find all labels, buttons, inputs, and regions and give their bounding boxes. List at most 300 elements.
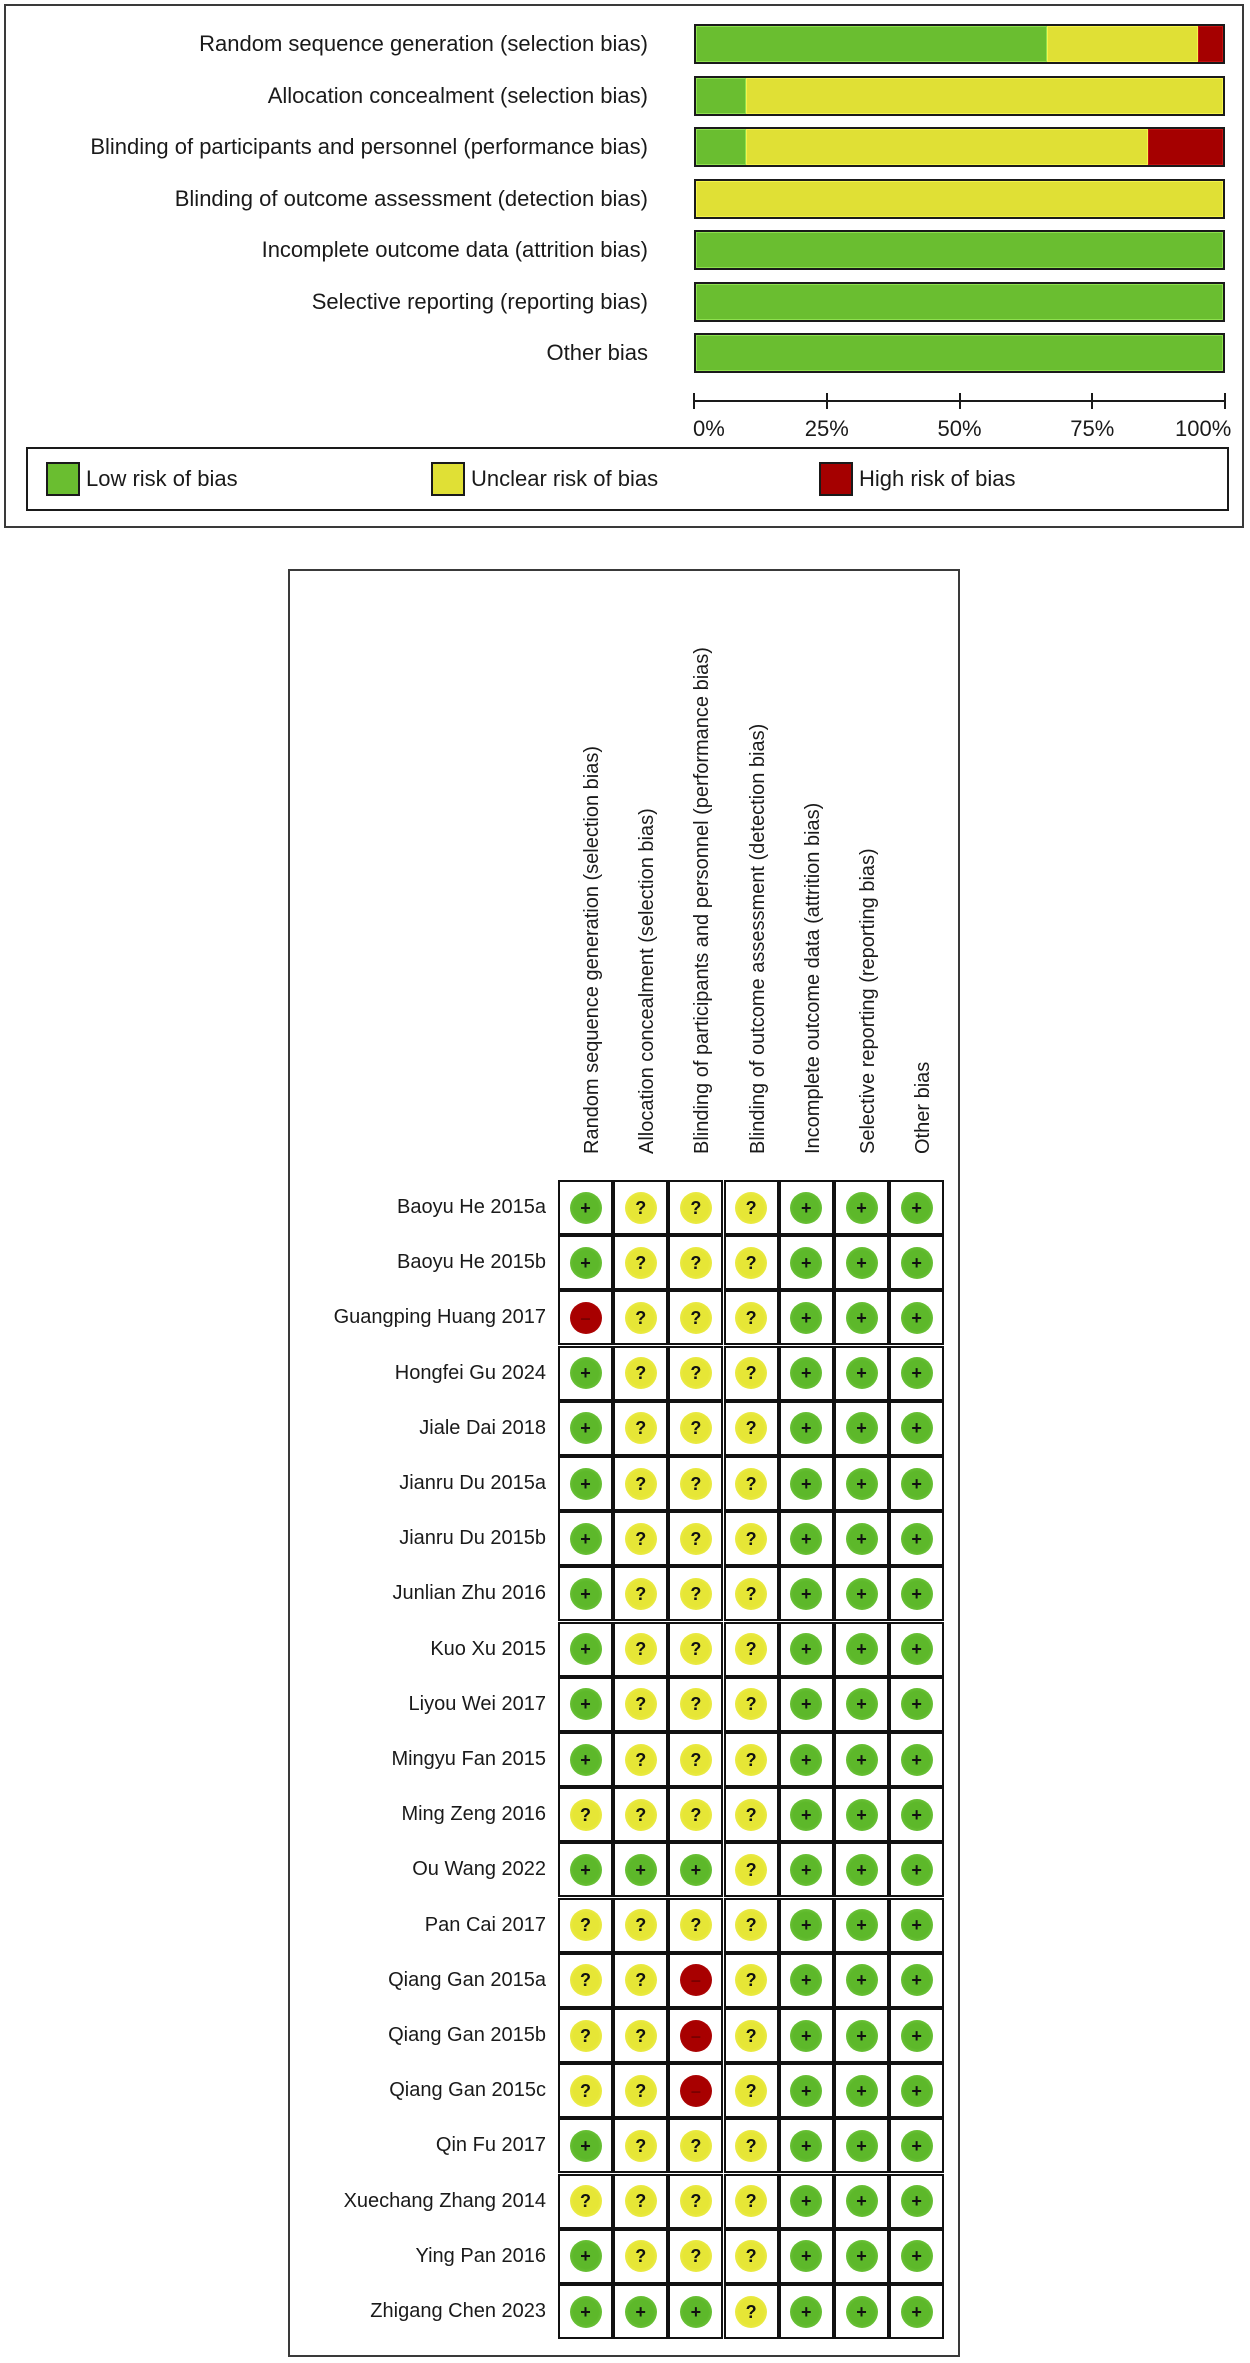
column-header-label: Random sequence generation (selection bias) bbox=[581, 745, 603, 1154]
rating-cell bbox=[889, 2229, 944, 2284]
x-tick bbox=[1091, 393, 1093, 409]
rating-cell bbox=[558, 1346, 613, 1401]
x-tick-label: 100% bbox=[1175, 416, 1232, 441]
question-circle-icon: ? bbox=[570, 2185, 602, 2217]
rating-cell bbox=[724, 1953, 779, 2008]
bar-label: Random sequence generation (selection bias) bbox=[199, 31, 648, 56]
question-circle-icon: ? bbox=[735, 2075, 767, 2107]
question-circle-icon: ? bbox=[680, 1357, 712, 1389]
plus-circle-icon: + bbox=[790, 1302, 822, 1334]
rating-cell bbox=[668, 2229, 723, 2284]
rating-cell bbox=[724, 1622, 779, 1677]
question-circle-icon: ? bbox=[625, 2130, 657, 2162]
plus-circle-icon: + bbox=[790, 1468, 822, 1500]
x-tick bbox=[826, 393, 828, 409]
question-circle-icon: ? bbox=[625, 1247, 657, 1279]
plus-circle-icon: + bbox=[570, 2296, 602, 2328]
rating-cell bbox=[724, 2008, 779, 2063]
bar-label: Blinding of participants and personnel (performance bias) bbox=[90, 134, 648, 159]
rating-cell bbox=[613, 1456, 668, 1511]
question-circle-icon: ? bbox=[735, 1578, 767, 1610]
question-circle-icon: ? bbox=[735, 1744, 767, 1776]
plus-circle-icon: + bbox=[846, 1633, 878, 1665]
rating-cell bbox=[558, 1677, 613, 1732]
bar-segment-low bbox=[696, 335, 1223, 371]
study-label: Qiang Gan 2015b bbox=[388, 2024, 546, 2046]
question-circle-icon: ? bbox=[570, 1909, 602, 1941]
rating-cell bbox=[834, 2008, 889, 2063]
question-circle-icon: ? bbox=[570, 1799, 602, 1831]
rating-cell bbox=[724, 2174, 779, 2229]
study-label: Jianru Du 2015a bbox=[399, 1472, 546, 1494]
question-circle-icon: ? bbox=[625, 2075, 657, 2107]
plus-circle-icon: + bbox=[680, 2296, 712, 2328]
column-header bbox=[779, 571, 834, 1166]
question-circle-icon: ? bbox=[625, 1412, 657, 1444]
question-circle-icon: ? bbox=[625, 1688, 657, 1720]
study-label: Qin Fu 2017 bbox=[435, 2134, 546, 2157]
rating-cell bbox=[889, 1953, 944, 2008]
plus-circle-icon: + bbox=[790, 2075, 822, 2107]
bar-segment-low bbox=[696, 129, 746, 165]
study-label: Guangping Huang 2017 bbox=[333, 1306, 546, 1329]
rating-cell bbox=[834, 1401, 889, 1456]
plus-circle-icon: + bbox=[846, 1578, 878, 1610]
bar-segment-low bbox=[696, 232, 1223, 268]
column-header bbox=[889, 571, 944, 1166]
rating-cell bbox=[779, 2229, 834, 2284]
minus-circle-icon: – bbox=[680, 2075, 712, 2107]
plus-circle-icon: + bbox=[901, 1964, 933, 1996]
bar-label: Other bias bbox=[546, 340, 648, 365]
plus-circle-icon: + bbox=[790, 1744, 822, 1776]
study-label: Zhigang Chen 2023 bbox=[370, 2300, 546, 2322]
study-label: Xuechang Zhang 2014 bbox=[343, 2189, 546, 2212]
plus-circle-icon: + bbox=[790, 1357, 822, 1389]
plus-circle-icon: + bbox=[790, 1523, 822, 1555]
rating-cell bbox=[613, 2063, 668, 2118]
rating-cell bbox=[834, 2229, 889, 2284]
plus-circle-icon: + bbox=[790, 1412, 822, 1444]
question-circle-icon: ? bbox=[680, 1578, 712, 1610]
rating-cell bbox=[724, 1180, 779, 1235]
rating-cell bbox=[558, 1953, 613, 2008]
rating-cell bbox=[889, 1346, 944, 1401]
rating-cell bbox=[834, 1456, 889, 1511]
rating-cell bbox=[724, 1787, 779, 1842]
question-circle-icon: ? bbox=[735, 1247, 767, 1279]
question-circle-icon: ? bbox=[680, 1468, 712, 1500]
rating-cell bbox=[779, 2008, 834, 2063]
plus-circle-icon: + bbox=[846, 2185, 878, 2217]
rating-cell bbox=[779, 1898, 834, 1953]
question-circle-icon: ? bbox=[625, 1302, 657, 1334]
rating-cell bbox=[779, 1401, 834, 1456]
bar-label: Selective reporting (reporting bias) bbox=[311, 288, 648, 314]
question-circle-icon: ? bbox=[680, 1192, 712, 1224]
question-circle-icon: ? bbox=[625, 1909, 657, 1941]
rating-cell bbox=[779, 1566, 834, 1621]
rating-cell bbox=[889, 1677, 944, 1732]
rating-cell bbox=[613, 2008, 668, 2063]
rating-cell bbox=[668, 2284, 723, 2339]
rating-cell bbox=[889, 1511, 944, 1566]
column-header-label: Other bias bbox=[912, 1061, 935, 1154]
rating-cell bbox=[889, 1290, 944, 1345]
question-circle-icon: ? bbox=[735, 1688, 767, 1720]
study-label: Jianru Du 2015b bbox=[399, 1527, 546, 1550]
plus-circle-icon: + bbox=[570, 1633, 602, 1665]
rating-cell bbox=[724, 1401, 779, 1456]
rating-cell bbox=[834, 1290, 889, 1345]
question-circle-icon: ? bbox=[735, 1964, 767, 1996]
question-circle-icon: ? bbox=[735, 1192, 767, 1224]
question-circle-icon: ? bbox=[735, 2185, 767, 2217]
plus-circle-icon: + bbox=[846, 2240, 878, 2272]
question-circle-icon: ? bbox=[680, 1302, 712, 1334]
plus-circle-icon: + bbox=[846, 1412, 878, 1444]
x-tick-label: 0% bbox=[693, 416, 725, 441]
rating-cell bbox=[613, 1787, 668, 1842]
plus-circle-icon: + bbox=[790, 2240, 822, 2272]
plus-circle-icon: + bbox=[790, 1799, 822, 1831]
question-circle-icon: ? bbox=[680, 1744, 712, 1776]
study-label: Qiang Gan 2015c bbox=[389, 2079, 546, 2102]
question-circle-icon: ? bbox=[735, 1412, 767, 1444]
stacked-bar bbox=[694, 230, 1225, 270]
column-header-label: Selective reporting (reporting bias) bbox=[857, 848, 879, 1154]
plus-circle-icon: + bbox=[790, 1192, 822, 1224]
rating-cell bbox=[558, 2118, 613, 2173]
rating-cell bbox=[889, 2284, 944, 2339]
plus-circle-icon: + bbox=[901, 1523, 933, 1555]
rating-cell bbox=[724, 2284, 779, 2339]
rating-cell bbox=[613, 1401, 668, 1456]
plus-circle-icon: + bbox=[790, 1578, 822, 1610]
bar-segment-unclear bbox=[696, 181, 1223, 217]
rating-cell bbox=[834, 1953, 889, 2008]
rating-cell bbox=[779, 1180, 834, 1235]
plus-circle-icon: + bbox=[846, 1523, 878, 1555]
rating-cell bbox=[558, 2284, 613, 2339]
rating-cell bbox=[779, 1787, 834, 1842]
rating-cell bbox=[613, 1732, 668, 1787]
rating-cell bbox=[558, 1622, 613, 1677]
plus-circle-icon: + bbox=[790, 2296, 822, 2328]
stacked-bar bbox=[694, 282, 1225, 322]
question-circle-icon: ? bbox=[625, 2240, 657, 2272]
rating-cell bbox=[834, 1235, 889, 1290]
plus-circle-icon: + bbox=[790, 2130, 822, 2162]
question-circle-icon: ? bbox=[680, 1633, 712, 1665]
rating-cell bbox=[558, 1511, 613, 1566]
rating-cell bbox=[668, 1346, 723, 1401]
plus-circle-icon: + bbox=[570, 1688, 602, 1720]
plus-circle-icon: + bbox=[790, 1633, 822, 1665]
study-label: Baoyu He 2015b bbox=[396, 1251, 546, 1274]
question-circle-icon: ? bbox=[680, 2240, 712, 2272]
rating-cell bbox=[613, 2174, 668, 2229]
rating-cell bbox=[889, 2008, 944, 2063]
rating-cell bbox=[889, 1566, 944, 1621]
question-circle-icon: ? bbox=[625, 1468, 657, 1500]
question-circle-icon: ? bbox=[625, 1192, 657, 1224]
x-tick-label: 25% bbox=[804, 416, 849, 441]
bar-segment-low bbox=[696, 284, 1223, 320]
plus-circle-icon: + bbox=[901, 1688, 933, 1720]
study-label: Kuo Xu 2015 bbox=[430, 1637, 546, 1660]
risk-of-bias-graph bbox=[4, 4, 1244, 528]
plus-circle-icon: + bbox=[846, 2020, 878, 2052]
rating-cell bbox=[834, 1677, 889, 1732]
rating-cell bbox=[834, 1787, 889, 1842]
plus-circle-icon: + bbox=[846, 2296, 878, 2328]
minus-circle-icon: – bbox=[680, 1964, 712, 1996]
rating-cell bbox=[724, 1842, 779, 1897]
plus-circle-icon: + bbox=[570, 1247, 602, 1279]
rating-cell bbox=[779, 1677, 834, 1732]
plus-circle-icon: + bbox=[570, 1357, 602, 1389]
question-circle-icon: ? bbox=[680, 2130, 712, 2162]
rating-cell bbox=[613, 2118, 668, 2173]
plus-circle-icon: + bbox=[570, 1192, 602, 1224]
rating-cell bbox=[779, 1622, 834, 1677]
rating-cell bbox=[558, 1566, 613, 1621]
rating-cell bbox=[668, 1180, 723, 1235]
question-circle-icon: ? bbox=[735, 1799, 767, 1831]
question-circle-icon: ? bbox=[625, 1744, 657, 1776]
question-circle-icon: ? bbox=[680, 1688, 712, 1720]
plus-circle-icon: + bbox=[846, 1357, 878, 1389]
rating-cell bbox=[779, 1346, 834, 1401]
legend-item-unclear bbox=[431, 461, 658, 497]
question-circle-icon: ? bbox=[570, 1964, 602, 1996]
rating-cell bbox=[613, 1677, 668, 1732]
column-header bbox=[724, 571, 779, 1166]
question-circle-icon: ? bbox=[735, 1357, 767, 1389]
plus-circle-icon: + bbox=[625, 1854, 657, 1886]
plus-circle-icon: + bbox=[570, 1854, 602, 1886]
rating-cell bbox=[668, 1732, 723, 1787]
column-header-label: Allocation concealment (selection bias) bbox=[636, 808, 659, 1154]
column-header-label: Blinding of participants and personnel (performance bias) bbox=[691, 647, 714, 1154]
rating-cell bbox=[558, 2229, 613, 2284]
rating-cell bbox=[558, 2063, 613, 2118]
question-circle-icon: ? bbox=[680, 1523, 712, 1555]
rating-cell bbox=[779, 1953, 834, 2008]
rating-cell bbox=[613, 1566, 668, 1621]
study-label: Baoyu He 2015a bbox=[396, 1196, 546, 1218]
rating-cell bbox=[779, 2174, 834, 2229]
plus-circle-icon: + bbox=[901, 1192, 933, 1224]
plus-circle-icon: + bbox=[570, 2240, 602, 2272]
rating-cell bbox=[889, 1180, 944, 1235]
rating-cell bbox=[889, 1787, 944, 1842]
plus-circle-icon: + bbox=[790, 1909, 822, 1941]
plus-circle-icon: + bbox=[790, 1854, 822, 1886]
plus-circle-icon: + bbox=[901, 1578, 933, 1610]
bar-segment-low bbox=[696, 78, 746, 114]
plus-circle-icon: + bbox=[790, 2185, 822, 2217]
column-header bbox=[834, 571, 889, 1166]
question-circle-icon: ? bbox=[735, 2020, 767, 2052]
plus-circle-icon: + bbox=[846, 1302, 878, 1334]
bar-segment-high bbox=[1148, 129, 1223, 165]
plus-circle-icon: + bbox=[901, 1247, 933, 1279]
plus-circle-icon: + bbox=[901, 1302, 933, 1334]
plus-circle-icon: + bbox=[901, 2130, 933, 2162]
bar-segment-high bbox=[1198, 26, 1223, 62]
plus-circle-icon: + bbox=[901, 2185, 933, 2217]
bar-segment-low bbox=[696, 26, 1047, 62]
x-tick bbox=[959, 393, 961, 409]
rating-cell bbox=[558, 2008, 613, 2063]
plus-circle-icon: + bbox=[846, 1468, 878, 1500]
question-circle-icon: ? bbox=[735, 1302, 767, 1334]
question-circle-icon: ? bbox=[735, 2296, 767, 2328]
question-circle-icon: ? bbox=[625, 2185, 657, 2217]
plus-circle-icon: + bbox=[846, 1964, 878, 1996]
bar-label: Blinding of outcome assessment (detection bias) bbox=[174, 185, 648, 211]
plus-circle-icon: + bbox=[570, 1412, 602, 1444]
rating-cell bbox=[779, 1235, 834, 1290]
question-circle-icon: ? bbox=[625, 1523, 657, 1555]
rating-cell bbox=[724, 1346, 779, 1401]
rating-cell bbox=[613, 1842, 668, 1897]
rating-cell bbox=[558, 1787, 613, 1842]
plus-circle-icon: + bbox=[846, 1909, 878, 1941]
rating-cell bbox=[668, 1842, 723, 1897]
stacked-bar bbox=[694, 127, 1225, 167]
minus-circle-icon: – bbox=[570, 1302, 602, 1334]
x-tick-label: 75% bbox=[1070, 416, 1115, 441]
question-circle-icon: ? bbox=[735, 1468, 767, 1500]
plus-circle-icon: + bbox=[901, 1744, 933, 1776]
rating-cell bbox=[668, 1511, 723, 1566]
study-label: Pan Cai 2017 bbox=[424, 1913, 546, 1936]
legend-label-unclear: Unclear risk of bias bbox=[471, 466, 659, 491]
rating-cell bbox=[668, 1622, 723, 1677]
plus-circle-icon: + bbox=[790, 1688, 822, 1720]
rating-cell bbox=[724, 1677, 779, 1732]
plus-circle-icon: + bbox=[570, 1468, 602, 1500]
rating-cell bbox=[889, 2063, 944, 2118]
rating-cell bbox=[834, 2174, 889, 2229]
rating-cell bbox=[834, 1346, 889, 1401]
rating-cell bbox=[613, 1898, 668, 1953]
rating-cell bbox=[613, 1290, 668, 1345]
plus-circle-icon: + bbox=[570, 2130, 602, 2162]
rating-cell bbox=[779, 1842, 834, 1897]
plus-circle-icon: + bbox=[790, 1247, 822, 1279]
rating-cell bbox=[613, 1235, 668, 1290]
rating-cell bbox=[558, 1732, 613, 1787]
rating-cell bbox=[613, 2284, 668, 2339]
plus-circle-icon: + bbox=[846, 1744, 878, 1776]
rating-cell bbox=[724, 2118, 779, 2173]
plus-circle-icon: + bbox=[901, 1799, 933, 1831]
question-circle-icon: ? bbox=[680, 1247, 712, 1279]
question-circle-icon: ? bbox=[680, 1909, 712, 1941]
rating-cell bbox=[834, 2284, 889, 2339]
rating-cell bbox=[779, 1290, 834, 1345]
rating-cell bbox=[889, 1732, 944, 1787]
plus-circle-icon: + bbox=[846, 1192, 878, 1224]
question-circle-icon: ? bbox=[735, 1633, 767, 1665]
plus-circle-icon: + bbox=[901, 1357, 933, 1389]
plus-circle-icon: + bbox=[901, 1468, 933, 1500]
question-circle-icon: ? bbox=[735, 2130, 767, 2162]
risk-of-bias-summary bbox=[288, 569, 960, 2357]
plus-circle-icon: + bbox=[901, 2075, 933, 2107]
bar-label: Allocation concealment (selection bias) bbox=[267, 82, 648, 108]
rating-cell bbox=[724, 1456, 779, 1511]
legend-swatch-unclear bbox=[431, 462, 465, 496]
plus-circle-icon: + bbox=[680, 1854, 712, 1886]
rating-cell bbox=[668, 1401, 723, 1456]
legend-item-high bbox=[819, 461, 1016, 497]
rating-cell bbox=[613, 1180, 668, 1235]
rating-cell bbox=[779, 1456, 834, 1511]
rating-cell bbox=[779, 2063, 834, 2118]
rating-cell bbox=[613, 2229, 668, 2284]
plus-circle-icon: + bbox=[901, 1633, 933, 1665]
question-circle-icon: ? bbox=[625, 1964, 657, 1996]
study-label: Ming Zeng 2016 bbox=[401, 1803, 546, 1826]
rating-cell bbox=[834, 1180, 889, 1235]
x-tick bbox=[693, 393, 695, 409]
rating-cell bbox=[889, 1842, 944, 1897]
legend bbox=[26, 447, 1229, 511]
plus-circle-icon: + bbox=[846, 1854, 878, 1886]
stacked-bar bbox=[694, 333, 1225, 373]
question-circle-icon: ? bbox=[735, 1854, 767, 1886]
plus-circle-icon: + bbox=[846, 1688, 878, 1720]
bar-segment-unclear bbox=[746, 78, 1223, 114]
rating-cell bbox=[834, 1732, 889, 1787]
plus-circle-icon: + bbox=[901, 1854, 933, 1886]
rating-cell bbox=[558, 1842, 613, 1897]
bar-segment-unclear bbox=[746, 129, 1148, 165]
rating-cell bbox=[558, 1898, 613, 1953]
minus-circle-icon: – bbox=[680, 2020, 712, 2052]
question-circle-icon: ? bbox=[680, 2185, 712, 2217]
rating-cell bbox=[889, 1401, 944, 1456]
question-circle-icon: ? bbox=[570, 2020, 602, 2052]
rating-cell bbox=[558, 1235, 613, 1290]
rating-cell bbox=[558, 1401, 613, 1456]
x-tick bbox=[1224, 393, 1226, 409]
question-circle-icon: ? bbox=[680, 1799, 712, 1831]
rating-cell bbox=[613, 1511, 668, 1566]
rating-cell bbox=[668, 1456, 723, 1511]
plus-circle-icon: + bbox=[901, 1909, 933, 1941]
rating-cell bbox=[834, 2063, 889, 2118]
rating-cell bbox=[668, 1787, 723, 1842]
rating-cell bbox=[668, 1953, 723, 2008]
legend-label-high: High risk of bias bbox=[859, 466, 1016, 491]
column-header bbox=[558, 571, 613, 1166]
rating-cell bbox=[834, 1898, 889, 1953]
plus-circle-icon: + bbox=[901, 2296, 933, 2328]
question-circle-icon: ? bbox=[625, 1578, 657, 1610]
rating-cell bbox=[558, 1180, 613, 1235]
study-label: Liyou Wei 2017 bbox=[408, 1692, 546, 1715]
question-circle-icon: ? bbox=[570, 2075, 602, 2107]
question-circle-icon: ? bbox=[625, 1799, 657, 1831]
rating-cell bbox=[668, 1566, 723, 1621]
plus-circle-icon: + bbox=[570, 1523, 602, 1555]
